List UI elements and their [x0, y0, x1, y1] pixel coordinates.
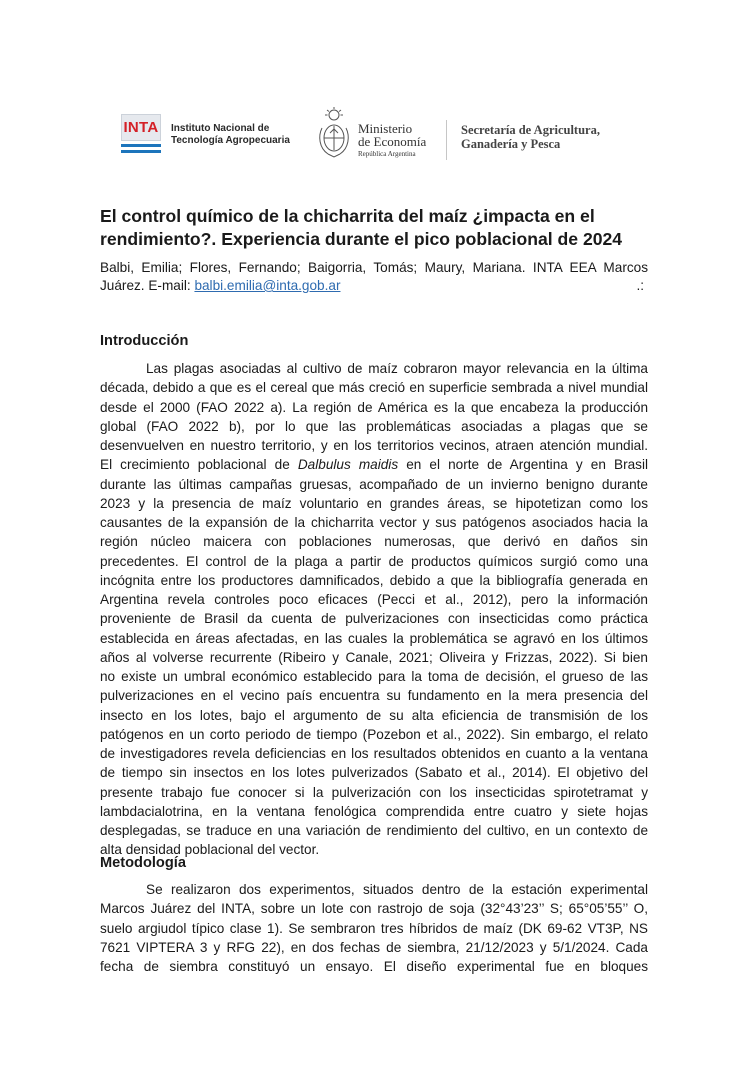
inta-logo-stripe [121, 144, 161, 147]
text-line: desde el 2000 (FAO 2022 a). La región de América es la que encabeza la producción [100, 399, 648, 415]
title-line: El control químico de la chicharrita del maíz ¿impacta en el [100, 206, 595, 226]
text-line: proveniente de Brasil da cuenta de pulverizaciones con insecticidas como práctica [100, 611, 648, 627]
authors-prefix: Juárez. E-mail: [100, 278, 195, 293]
text-line [100, 455, 648, 474]
text-line: 2023 y la presencia de maíz voluntario en grandes áreas, se hipotetizan como los [100, 495, 648, 511]
text-line: Argentina revela controles poco eficaces (Pecci et al., 2012), pero la información [100, 592, 648, 607]
title-line: rendimiento?. Experiencia durante el pico poblacional de 2024 [100, 229, 623, 249]
ministerio-line: Ministerio [358, 121, 413, 136]
text-line: de investigadores revela deficiencias en los resultados obtenidos en cuanto a la ventana [100, 746, 648, 761]
paper-title [100, 205, 660, 251]
text-line: suelo argiudol típico clase 1). Se sembraron tres híbridos de maíz (DK 69-62 VT3P, NS [100, 920, 648, 936]
section-heading-intro: Introducción [100, 333, 189, 349]
text-line: región núcleo maicera con poblaciones numerosas, que derivó en daños sin [100, 534, 648, 550]
inta-logo-text: INTA [123, 119, 159, 136]
authors [100, 259, 648, 295]
inta-name-line: Instituto Nacional de [171, 123, 270, 134]
text-line: insecto en los lotes, bajo el argumento de su alta eficiencia de transmisión de los [100, 707, 648, 723]
section-heading-metodologia: Metodología [100, 855, 186, 871]
secretaria-agricultura [461, 123, 600, 151]
text-line: lambdacialotrina, en la ventana fenológica comprendida entre cuatro y siete hojas [100, 803, 648, 819]
text-line: década, debido a que es el cereal que más creció en superficie sembrada a nivel mundial [100, 380, 648, 396]
header-divider [446, 120, 447, 160]
text-line: Las plagas asociadas al cultivo de maíz cobraron mayor relevancia en la última [146, 361, 648, 376]
text-line: presente trabajo fue conocer si la pulverización con los insecticidas spirotetramat y [100, 784, 648, 800]
text-line: Marcos Juárez del INTA, sobre un lote con rastrojo de soja (32°43’23’’ S; 65°05’55’’ O, [100, 901, 648, 917]
text-line: años al volverse recurrente (Ribeiro y Canale, 2021; Oliveira y Frizzas, 2022). Si bien [100, 649, 648, 665]
text-line: patógenos en un corto periodo de tiempo (Pozebon et al., 2022). Sin embargo, el relato [100, 726, 648, 742]
inta-name [171, 123, 290, 147]
inta-logo-stripe [121, 150, 161, 153]
header-logos [121, 102, 641, 162]
ministerio-economia [358, 122, 426, 159]
authors-line: Balbi, Emilia; Flores, Fernando; Baigorria, Tomás; Maury, Mariana. INTA EEA Marcos [100, 260, 648, 275]
inta-logo-box [121, 114, 161, 141]
text-line: alta densidad poblacional del vector. [100, 842, 320, 858]
text-line: precedentes. El control de la plaga a partir de productos químicos surgió como una [100, 553, 648, 569]
text-line: Se realizaron dos experimentos, situados dentro de la estación experimental [146, 882, 648, 897]
authors-trail: .: [636, 278, 644, 293]
text-line: pulverizaciones en el vecino país encuentra su fundamento en la mera presencia del [100, 688, 648, 704]
author-email-link[interactable]: balbi.emilia@inta.gob.ar [194, 278, 341, 293]
text-segment: El crecimiento poblacional de [100, 457, 290, 473]
text-line: incógnita entre los productores damnificados, debido a que la bibliografía generada en [100, 572, 648, 588]
text-line: fecha de siembra constituyó un ensayo. El diseño experimental fue en bloques [100, 959, 648, 974]
secretaria-line: Secretaría de Agricultura, [461, 123, 600, 137]
text-line: establecida en áreas afectadas, en las cuales la problemática se agravó en los últimos [100, 630, 648, 646]
text-line: 7621 VIPTERA 3 y RFG 22), en dos fechas de siembra, 21/12/2023 y 5/1/2024. Cada [100, 939, 648, 955]
text-line: global (FAO 2022 b), por lo que las problemáticas asociadas a plagas que se [100, 418, 648, 434]
species-name: Dalbulus maidis [297, 457, 399, 473]
text-line: causantes de la expansión de la chicharrita vector y sus patógenos asociados hacia la [100, 515, 648, 530]
text-line: desplegadas, se traduce en una variación de rendimiento del cultivo, en un contexto de [100, 823, 648, 838]
secretaria-line: Ganadería y Pesca [461, 137, 561, 151]
text-line: no existe un umbral económico establecido para la toma de decisión, el grueso de las [100, 669, 648, 684]
text-line: de tiempo sin insectos en los lotes pulverizados (Sabato et al., 2014). El objetivo del [100, 765, 648, 781]
intro-paragraph [100, 359, 648, 860]
inta-logo [121, 114, 161, 154]
authors-line [100, 277, 648, 295]
argentina-coat-of-arms-icon [316, 106, 352, 160]
ministerio-line: de Economía [358, 134, 427, 149]
text-line: desenvuelven en nuestro territorio, y en los territorios vecinos, atraen atención mundial. [100, 438, 648, 453]
text-segment: en el norte de Argentina y en Brasil [406, 457, 648, 473]
text-line: durante las últimas campañas gruesas, acompañado de un invierno benigno durante [100, 476, 648, 492]
ministerio-line: República Argentina [358, 150, 416, 158]
metodologia-paragraph [100, 880, 648, 976]
inta-name-line: Tecnología Agropecuaria [171, 135, 290, 146]
